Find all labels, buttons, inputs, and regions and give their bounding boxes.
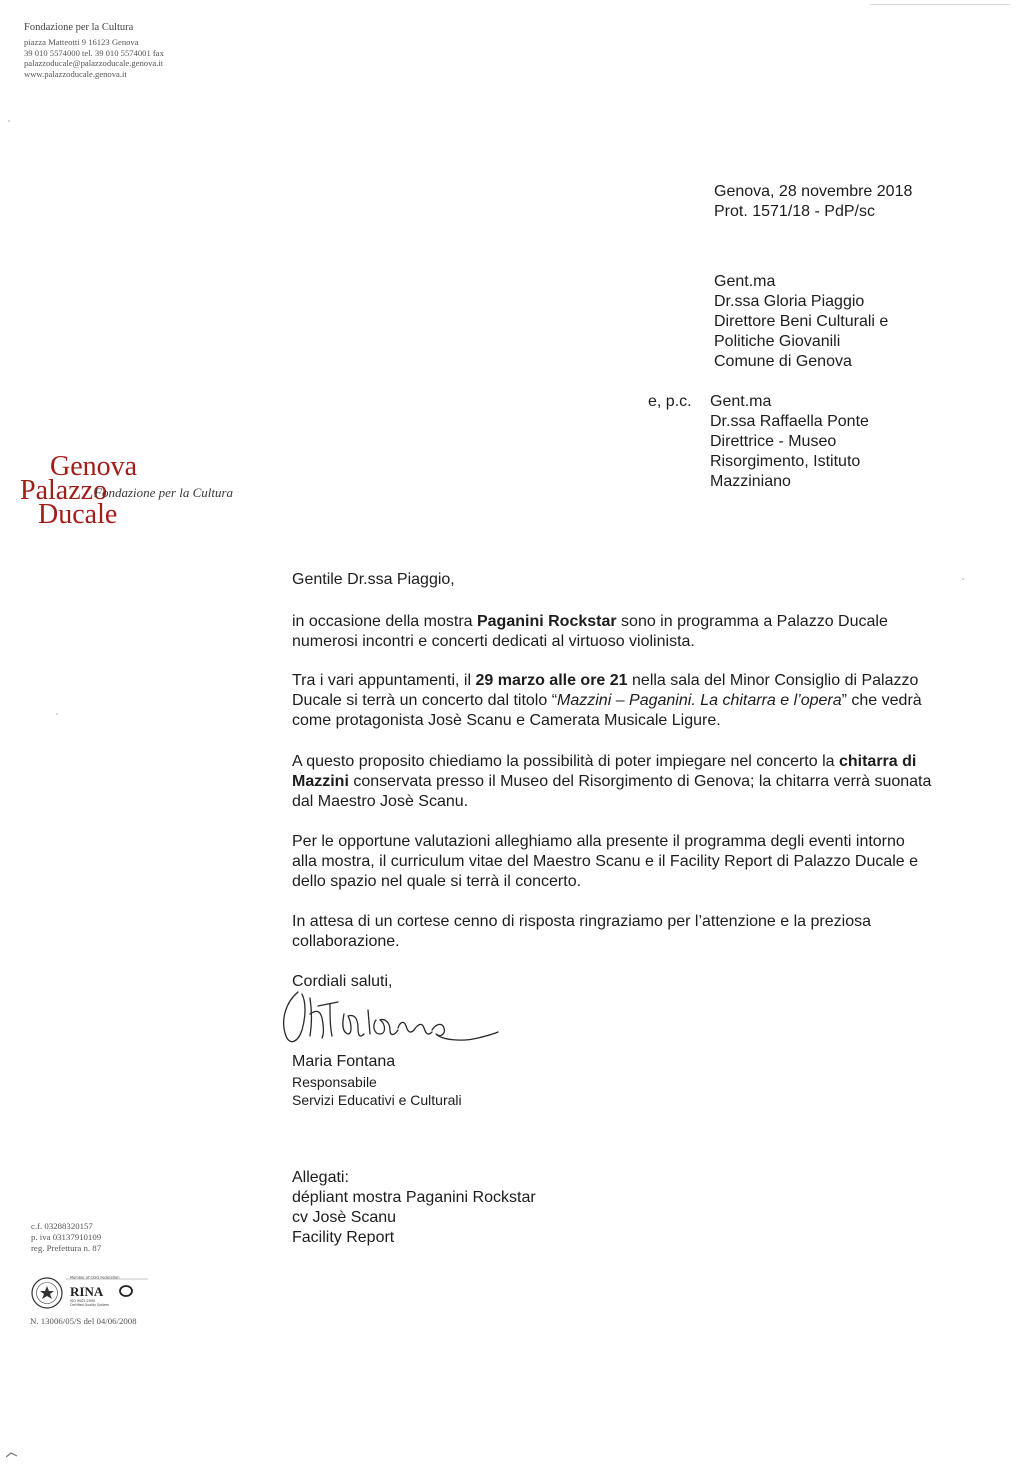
cc-line: Direttrice - Museo	[710, 433, 837, 450]
paragraph-1	[292, 612, 932, 652]
concert-title: Mazzini – Paganini. La chitarra e l’opera	[557, 692, 842, 709]
attachments-list	[292, 1168, 536, 1248]
p2-text-a: Tra i vari appuntamenti, il	[292, 672, 476, 689]
attachment-item: dépliant mostra Paganini Rockstar	[292, 1189, 536, 1206]
cc-line: Dr.ssa Raffaella Ponte	[710, 413, 869, 430]
cc-label: e, p.c.	[648, 393, 692, 410]
paragraph-5-text: In attesa di un cortese cenno di risposta ringraziamo per l’attenzione e la preziosa collaborazione.	[292, 913, 871, 950]
paragraph-5	[292, 912, 932, 952]
signer-name: Maria Fontana	[292, 1053, 396, 1070]
signer-role	[292, 1073, 462, 1109]
letterhead	[24, 22, 164, 79]
protocol-number: Prot. 1571/18 - PdP/sc	[714, 203, 875, 220]
letterhead-email: palazzoducale@palazzoducale.genova.it	[24, 58, 164, 69]
attachment-item: Facility Report	[292, 1229, 395, 1246]
p2-text-c: nella sala del Minor Consiglio di Palazzo Ducale si terrà un concerto dal titolo “	[292, 672, 919, 709]
p3-text-c: conservata presso il Museo del Risorgimento di Genova; la chitarra verrà suonata dal Maestro Josè Scanu.	[292, 773, 932, 810]
rina-member-text: Member of CISQ Federation	[70, 1275, 120, 1280]
signer-role-line: Servizi Educativi e Culturali	[292, 1092, 462, 1108]
logo-word-ducale: Ducale	[38, 499, 118, 530]
scan-speck	[56, 713, 58, 715]
recipient-line: Direttore Beni Culturali e	[714, 313, 889, 330]
certification-number: N. 13006/05/S del 04/06/2008	[30, 1316, 137, 1326]
salutation	[292, 570, 932, 590]
scan-speck	[8, 120, 10, 122]
guitar-name: chitarra di Mazzini	[292, 753, 917, 790]
paragraph-1-text	[292, 612, 932, 652]
closing-text: Cordiali saluti,	[292, 973, 393, 990]
prefecture-registration: reg. Prefettura n. 87	[31, 1243, 102, 1253]
rina-cqs-text: Certified Quality System	[70, 1303, 109, 1307]
recipient-line: Gent.ma	[714, 273, 776, 290]
letterhead-phone: 39 010 5574000 tel. 39 010 5574001 fax	[24, 47, 164, 58]
paragraph-4-text: Per le opportune valutazioni alleghiamo alla presente il programma degli eventi intorno alla mostra, il curriculum vitae del Maestro Scanu e il Facility Report di Palazzo Ducale e dello spazio nel quale si terrà il concerto.	[292, 833, 919, 890]
recipient-address	[714, 272, 888, 372]
fiscal-info	[31, 1221, 101, 1254]
paragraph-2	[292, 671, 932, 731]
p3-text-a: A questo proposito chiediamo la possibilità di poter impiegare nel concerto la	[292, 753, 839, 770]
paragraph-4	[292, 832, 932, 892]
recipient-line: Comune di Genova	[714, 353, 852, 370]
cc-recipient-address	[710, 392, 869, 492]
letterhead-address: piazza Matteotti 9 16123 Genova	[24, 37, 139, 47]
date-block	[714, 182, 912, 222]
exhibition-name: Paganini Rockstar	[476, 613, 617, 630]
cc-line: Mazziniano	[710, 473, 791, 490]
p1-text-c: sono in programma a Palazzo Ducale numerosi incontri e concerti dedicati al virtuoso violinista.	[292, 613, 888, 650]
rina-brand-text: RINA	[70, 1284, 104, 1299]
scan-corner-mark	[6, 1452, 18, 1458]
recipient-line: Politiche Giovanili	[714, 333, 841, 350]
concert-date: 29 marzo alle ore 21	[475, 672, 628, 689]
fiscal-code: c.f. 03288320157	[31, 1221, 93, 1231]
rina-certification-logo	[30, 1275, 150, 1311]
letterhead-website: www.palazzoducale.genova.it	[24, 68, 127, 79]
letterhead-org: Fondazione per la Cultura	[24, 22, 134, 33]
rina-iso-text: ISO 9001:2000	[70, 1299, 96, 1303]
p2-text-e: ” che vedrà come protagonista Josè Scanu e Camerata Musicale Ligure.	[292, 692, 922, 729]
scan-speck	[962, 578, 964, 580]
palazzo-ducale-logo	[20, 452, 280, 542]
paragraph-2-text	[292, 671, 932, 731]
cc-line: Gent.ma	[710, 393, 772, 410]
salutation-text: Gentile Dr.ssa Piaggio,	[292, 571, 455, 588]
top-edge-rule	[870, 4, 1010, 5]
logo-word-genova: Genova	[50, 451, 138, 482]
attachments-title: Allegati:	[292, 1169, 349, 1186]
cc-line: Risorgimento, Istituto	[710, 453, 861, 470]
vat-number: p. iva 03137910109	[31, 1232, 102, 1242]
logo-word-palazzo: Palazzo	[20, 475, 108, 506]
handwritten-signature	[272, 984, 512, 1054]
p1-text-a: in occasione della mostra	[292, 613, 477, 630]
recipient-line: Dr.ssa Gloria Piaggio	[714, 293, 865, 310]
paragraph-3-text	[292, 752, 932, 812]
letter-date: Genova, 28 novembre 2018	[714, 183, 913, 200]
attachment-item: cv Josè Scanu	[292, 1209, 397, 1226]
signer-role-line: Responsabile	[292, 1074, 377, 1090]
paragraph-3	[292, 752, 932, 812]
logo-tagline: Fondazione per la Cultura	[94, 485, 234, 500]
